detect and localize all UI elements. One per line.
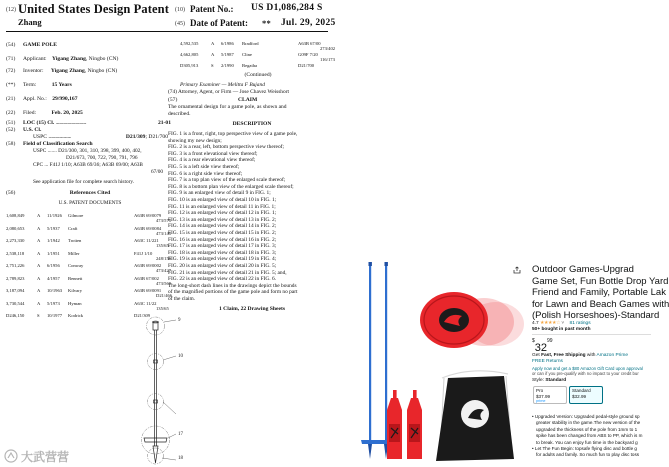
ratings-count-link[interactable]: 81 ratings [569,321,591,326]
reference-kind: A [37,238,41,243]
reference-class: A63B 67/00 [298,41,321,46]
references-table-continued [180,41,336,75]
description-line: FIG. 7 is a top plan view of the enlarged scale thereof; [168,177,286,184]
price-whole: 32 [534,342,548,354]
field-search-label-text: Field of Classification Search [23,141,93,147]
description-line: FIG. 12 is an enlarged view of detail 12 in FIG. 1; [168,210,277,217]
description-line: FIG. 20 is an enlarged view of detail 20 in FIG. 5; [168,263,277,269]
reference-kind: A [211,52,215,57]
style-option-pro[interactable] [533,386,567,404]
shipping-mid: with [585,353,597,358]
description-line: FIG. 13 is an enlarged view of detail 13 in FIG. 2; [168,216,277,223]
reference-name: Craft [68,225,78,231]
header-field-12: (12) [6,7,16,13]
header-rule [6,31,328,32]
reference-class-secondary: 273/402 [320,46,336,51]
reference-kind: A [37,225,41,231]
reference-class: A63C 11/22 [134,300,157,306]
style-option-standard-name: Standard [572,388,591,393]
reference-number: 2,538,118 [6,250,25,256]
reference-name: Kodrick [68,313,84,318]
biblio-section [6,42,171,192]
description-line: FIG. 9 is an enlarged view of detail 9 in FIG. 1; [168,190,271,197]
feature-bullet-line: spike has been changed from ABS to PP, which is m [536,433,643,439]
description-line: FIG. 22 is an enlarged view of detail 22 in FIG. 6. [168,276,276,283]
reference-name: Bennett [68,275,83,281]
reference-name: Conway [68,263,84,268]
description-title: DESCRIPTION [232,121,272,127]
header-field-45: (45) [175,21,185,27]
style-option-standard[interactable] [569,386,603,404]
reference-class: A63B 67/002 [134,275,159,281]
feature-bullet-line: • Let The Fun Begin: topsafe flying disc and bottle g [532,446,637,451]
field-22-num: (22) [6,110,16,116]
uspc-label: USPC [33,134,47,140]
reference-kind: S [37,313,40,318]
description-line: of the magnified portions of the game pole and form no part [168,289,298,296]
reference-class-secondary: D21/466 [156,293,173,298]
inventor-surname: Zhang [18,17,42,27]
blue-pole-left [361,262,380,459]
style-label-row [532,378,566,384]
field-54-num: (54) [6,42,16,48]
loc-label: LOC (15) Cl. [23,120,55,126]
reference-class: D21/700 [298,63,315,68]
loc-field [23,120,171,127]
style-option-pro-price: $37.99 [536,393,551,399]
field-71-num: (71) [6,56,16,62]
description-line: FIG. 1 is a front, right, top perspective view of a game pole, [168,131,298,137]
inventor-location: , Ningbo (CN) [84,68,118,74]
reference-kind: A [211,41,215,46]
reference-class-secondary: 135/65 [156,305,169,311]
watermark-text: 大武营营 [21,450,70,464]
description-line: of the claim. [168,296,196,302]
inventor-field [23,68,117,75]
references-subtitle: U.S. PATENT DOCUMENTS [58,200,122,206]
reference-name: Gilmore [68,213,84,218]
filed-value: Feb. 20, 2025 [51,110,83,116]
reference-number: 2,080,653 [6,225,25,231]
claim-text-line-0: The ornamental design for a game pole, as shown and [168,104,287,110]
bought-badge: 50+ bought in past month [532,327,591,332]
watermark [4,447,86,465]
reference-kind: A [37,288,41,293]
feature-bullet-line: • Upgraded Version: Upgraded pedal-style ground sp [532,414,640,419]
patent-no-value: US D1,086,284 S [251,3,323,13]
style-value: Standard [545,378,567,383]
price-symbol: $ [532,338,535,344]
term-num: (**) [6,82,16,88]
references-heading [6,190,174,206]
reference-kind: S [211,63,214,68]
claim-text [168,104,287,118]
continued-note: (Continued) [244,72,272,78]
product-image[interactable] [336,256,526,467]
reference-number: 2,789,823 [6,275,25,281]
inventor-label: Inventor: [23,68,44,74]
field-search-line-4: See application file for complete search history. [33,179,134,185]
date-label: Date of Patent: [190,18,248,28]
field-58-num: (58) [6,141,16,147]
offer-line-1: or can if you pre-qualify with no impact to your credit bur [532,371,639,376]
description-line: FIG. 2 is a rear, left, bottom perspective view thereof; [168,144,284,151]
price-cents: 99 [547,338,553,344]
claim-title: CLAIM [238,97,258,103]
reference-number: 3,730,544 [6,300,25,306]
reference-class: A63B 69/0079 [134,213,162,218]
watermark-logo-icon [4,449,18,463]
field-51-num: (51) [6,120,16,126]
reference-date: 5/1987 [221,52,234,57]
patent-no-label: Patent No.: [190,4,234,14]
description-line: FIG. 3 is a front elevational view thereof; [168,150,258,157]
description-line: FIG. 6 is a right side view thereof; [168,170,243,177]
loc-dots: ...................................... [55,120,86,126]
appl-no-field [23,96,78,103]
reference-name: Kilvary [68,288,83,293]
reference-class-secondary: 473/145 [156,230,172,236]
term-value: 15 Years [51,82,72,88]
reference-number: D305,913 [180,63,199,68]
drawing-ref-17: 17 [178,432,183,437]
applicant-field [23,56,118,63]
drawing-ref-9: 9 [178,318,181,323]
feature-bullet-line: greater stability in the game.The new version of the [536,420,641,426]
product-title-line-4: (Polish Horseshoes)-Standard [532,310,660,322]
description-line: FIG. 17 is an enlarged view of detail 17 in FIG. 3; [168,243,277,250]
reference-date: 11/1926 [47,213,62,218]
reference-date: 1/1942 [47,238,60,243]
uspc-value: D21/309 [125,134,146,140]
references-title: References Cited [69,190,111,196]
description-line: FIG. 11 is an enlarged view of detail 11 in FIG. 1; [168,203,276,210]
us-cl-label [23,127,41,134]
reference-name: Miller [68,250,80,256]
reference-class-secondary: 473/575 [156,218,172,223]
reference-class: G09F 7/20 [298,52,318,57]
reference-date: 10/1977 [47,313,63,318]
black-drawstring-bag [436,371,514,461]
loc-value: 21-01 [157,120,171,126]
reference-date: 2/1990 [221,63,234,68]
style-option-pro-prime: prime [536,399,546,403]
reference-name: Cline [242,52,252,57]
reference-class-secondary: 135/65 [156,243,169,248]
applicant-name: Yigang Zhang [52,56,86,62]
reference-class: A63B 69/0002 [134,263,162,268]
uspc-field [33,134,168,141]
reference-date: 1/1951 [47,250,60,256]
drawing-ref-18: 18 [178,456,183,461]
description-line: FIG. 5 is a left side view thereof; [168,164,240,170]
description-body [168,131,336,303]
description-line: FIG. 14 is an enlarged view of detail 14 in FIG. 2; [168,223,277,230]
shipping-bold: Fast, Free Shipping [541,353,586,358]
reference-number: 1,608,849 [6,213,25,218]
inventor-name: Yigang Zhang [50,68,85,74]
reference-number: 4,592,535 [180,41,199,46]
term-label: Term: [23,82,37,88]
design-title: GAME POLE [23,42,58,48]
rating-chevron-down-icon: ˅ [561,321,565,326]
feature-bullet-line: to break. You can enjoy fun time in the backyard g [536,439,638,445]
shipping-prefix: Get [532,353,542,358]
field-search-label [23,141,93,148]
field-search-line-2: CPC ... F41J 1/10; A63B 69/36; A63B 69/00; A63B [33,162,143,168]
reference-class: A63C 11/221 [134,238,159,243]
attorney: (74) Attorney, Agent, or Firm — Jose Chavez Weisshort [168,89,289,95]
term-field [23,82,72,89]
applicant-location: , Ningbo (CN) [85,56,119,62]
reference-class: A63B 69/0091 [134,288,162,293]
reference-date: 5/1937 [47,225,60,231]
reference-date: 6/1986 [221,41,234,46]
appl-no-label: Appl. No.: [23,96,47,102]
description-line: The long-short dash lines in the drawings depict the bounds [168,282,297,289]
game-pole-drawing [100,318,210,467]
reference-class: D21/309 [134,313,151,318]
drawing-ref-10: 10 [178,354,183,359]
feature-bullets [532,414,651,464]
claims-count: 1 Claim, 22 Drawing Sheets [218,306,286,312]
field-52-num: (52) [6,127,16,133]
claim-num: (57) [168,97,178,103]
rating-value: 4.7 [532,321,539,326]
description-line: FIG. 21 is an enlarged view of detail 21 in FIG. 5; and, [168,269,287,276]
product-title-line-3: for Lawn and Beach Games with [532,298,669,310]
reference-date: 4/1957 [47,275,60,281]
patent-title: United States Design Patent [18,2,169,16]
applicant-label: Applicant: [23,56,47,62]
feature-bullet-line: upgraded the thickness of the pole from 1mm to 1 [536,426,638,432]
reference-number: 3,187,094 [6,288,25,293]
date-stars: ** [262,18,272,28]
reference-class-secondary: 473/569 [156,280,172,286]
product-title-line-2: Friend and Family, Portable Lak [532,287,666,299]
reference-name: Trotten [68,238,82,243]
field-search-line-1: D21/673, 700, 722, 790, 791, 796 [66,155,138,161]
red-bottle-left [387,390,402,459]
reference-number: 2,751,226 [6,263,25,268]
appl-no-value: 29/990,167 [52,96,78,102]
claim-text-line-1: described. [168,111,191,117]
red-flying-disc [420,292,488,348]
description-line: FIG. 19 is an enlarged view of detail 19 in FIG. 4; [168,256,277,263]
style-option-pro-name: Pro [536,388,544,393]
reference-name: Hyman [68,300,82,306]
reference-class: F41J 1/10 [134,250,153,256]
references-table [6,213,174,325]
uspc-dots: ............................ [48,134,71,140]
field-search-line-3: 67/00 [151,169,164,175]
description-line: FIG. 18 is an enlarged view of detail 18 in FIG. 3; [168,249,277,256]
field-72-num: (72) [6,68,16,74]
reference-kind: A [37,213,41,218]
style-label: Style: [532,378,546,383]
reference-class: A63B 69/0084 [134,225,162,231]
description-line: FIG. 8 is a bottom plan view of the enlarged scale thereof; [168,183,294,190]
reference-kind: A [37,275,41,281]
reference-date: 10/1963 [47,288,63,293]
free-returns-link[interactable]: FREE Returns [532,359,563,364]
reference-kind: A [37,300,41,306]
us-cl-label-text: U.S. Cl. [23,127,42,133]
product-title-line-0: Outdoor Games-Upgrad [532,264,634,275]
prime-link[interactable]: Amazon Prime [596,353,628,358]
divider [532,334,651,335]
header-field-10: (10) [175,7,185,13]
description-line: showing my new design; [168,137,222,144]
reference-name: Begatha [242,63,258,68]
reference-name: Bradford [242,41,259,46]
reference-kind: A [37,250,41,256]
description-line: FIG. 16 is an enlarged view of detail 16 in FIG. 2; [168,236,277,243]
reference-number: 2,273,330 [6,238,25,243]
reference-class-secondary: 116/173 [320,57,335,62]
reference-number: 4,662,805 [180,52,199,57]
date-value: Jul. 29, 2025 [281,18,336,28]
style-option-standard-price: $32.99 [572,393,587,399]
field-21-num: (21) [6,96,16,102]
filed-field [23,110,83,117]
feature-bullet-line: for adults and family. So much fun to play disc toss [536,452,640,458]
primary-examiner: Primary Examiner — Melitta F Bujand [180,82,265,88]
reference-class-secondary: 473/427 [156,268,172,273]
uspc-value-rest: ; D21/700 [145,134,168,140]
red-bottle-right [407,390,422,459]
field-search-line-0: USPC ....... D21/300, 301, 310, 398, 399, 400, 402, [33,148,142,154]
offer-line-0[interactable]: Apply now and get a $80 Amazon Gift Card upon approval [532,366,643,371]
product-panel [336,256,669,467]
reference-date: 6/1956 [47,263,60,268]
description-line: FIG. 15 is an enlarged view of detail 15 in FIG. 2; [168,230,277,236]
reference-class-secondary: 248/156 [156,255,172,261]
product-title[interactable] [532,264,669,322]
uspc-value-wrap [126,134,168,141]
description-line: FIG. 4 is a rear elevational view thereof; [168,157,256,164]
description-line: FIG. 10 is an enlarged view of detail 10 in FIG. 1; [168,197,277,203]
reference-kind: A [37,263,41,268]
reference-date: 5/1973 [47,300,60,306]
rating-stars: ★★★★☆ [540,321,561,326]
references-num: (56) [6,190,16,196]
reference-number: D246,150 [6,313,25,318]
product-title-line-1: Game Set, Fun Bottle Drop Yard [532,275,669,287]
filed-label: Filed: [23,110,37,116]
